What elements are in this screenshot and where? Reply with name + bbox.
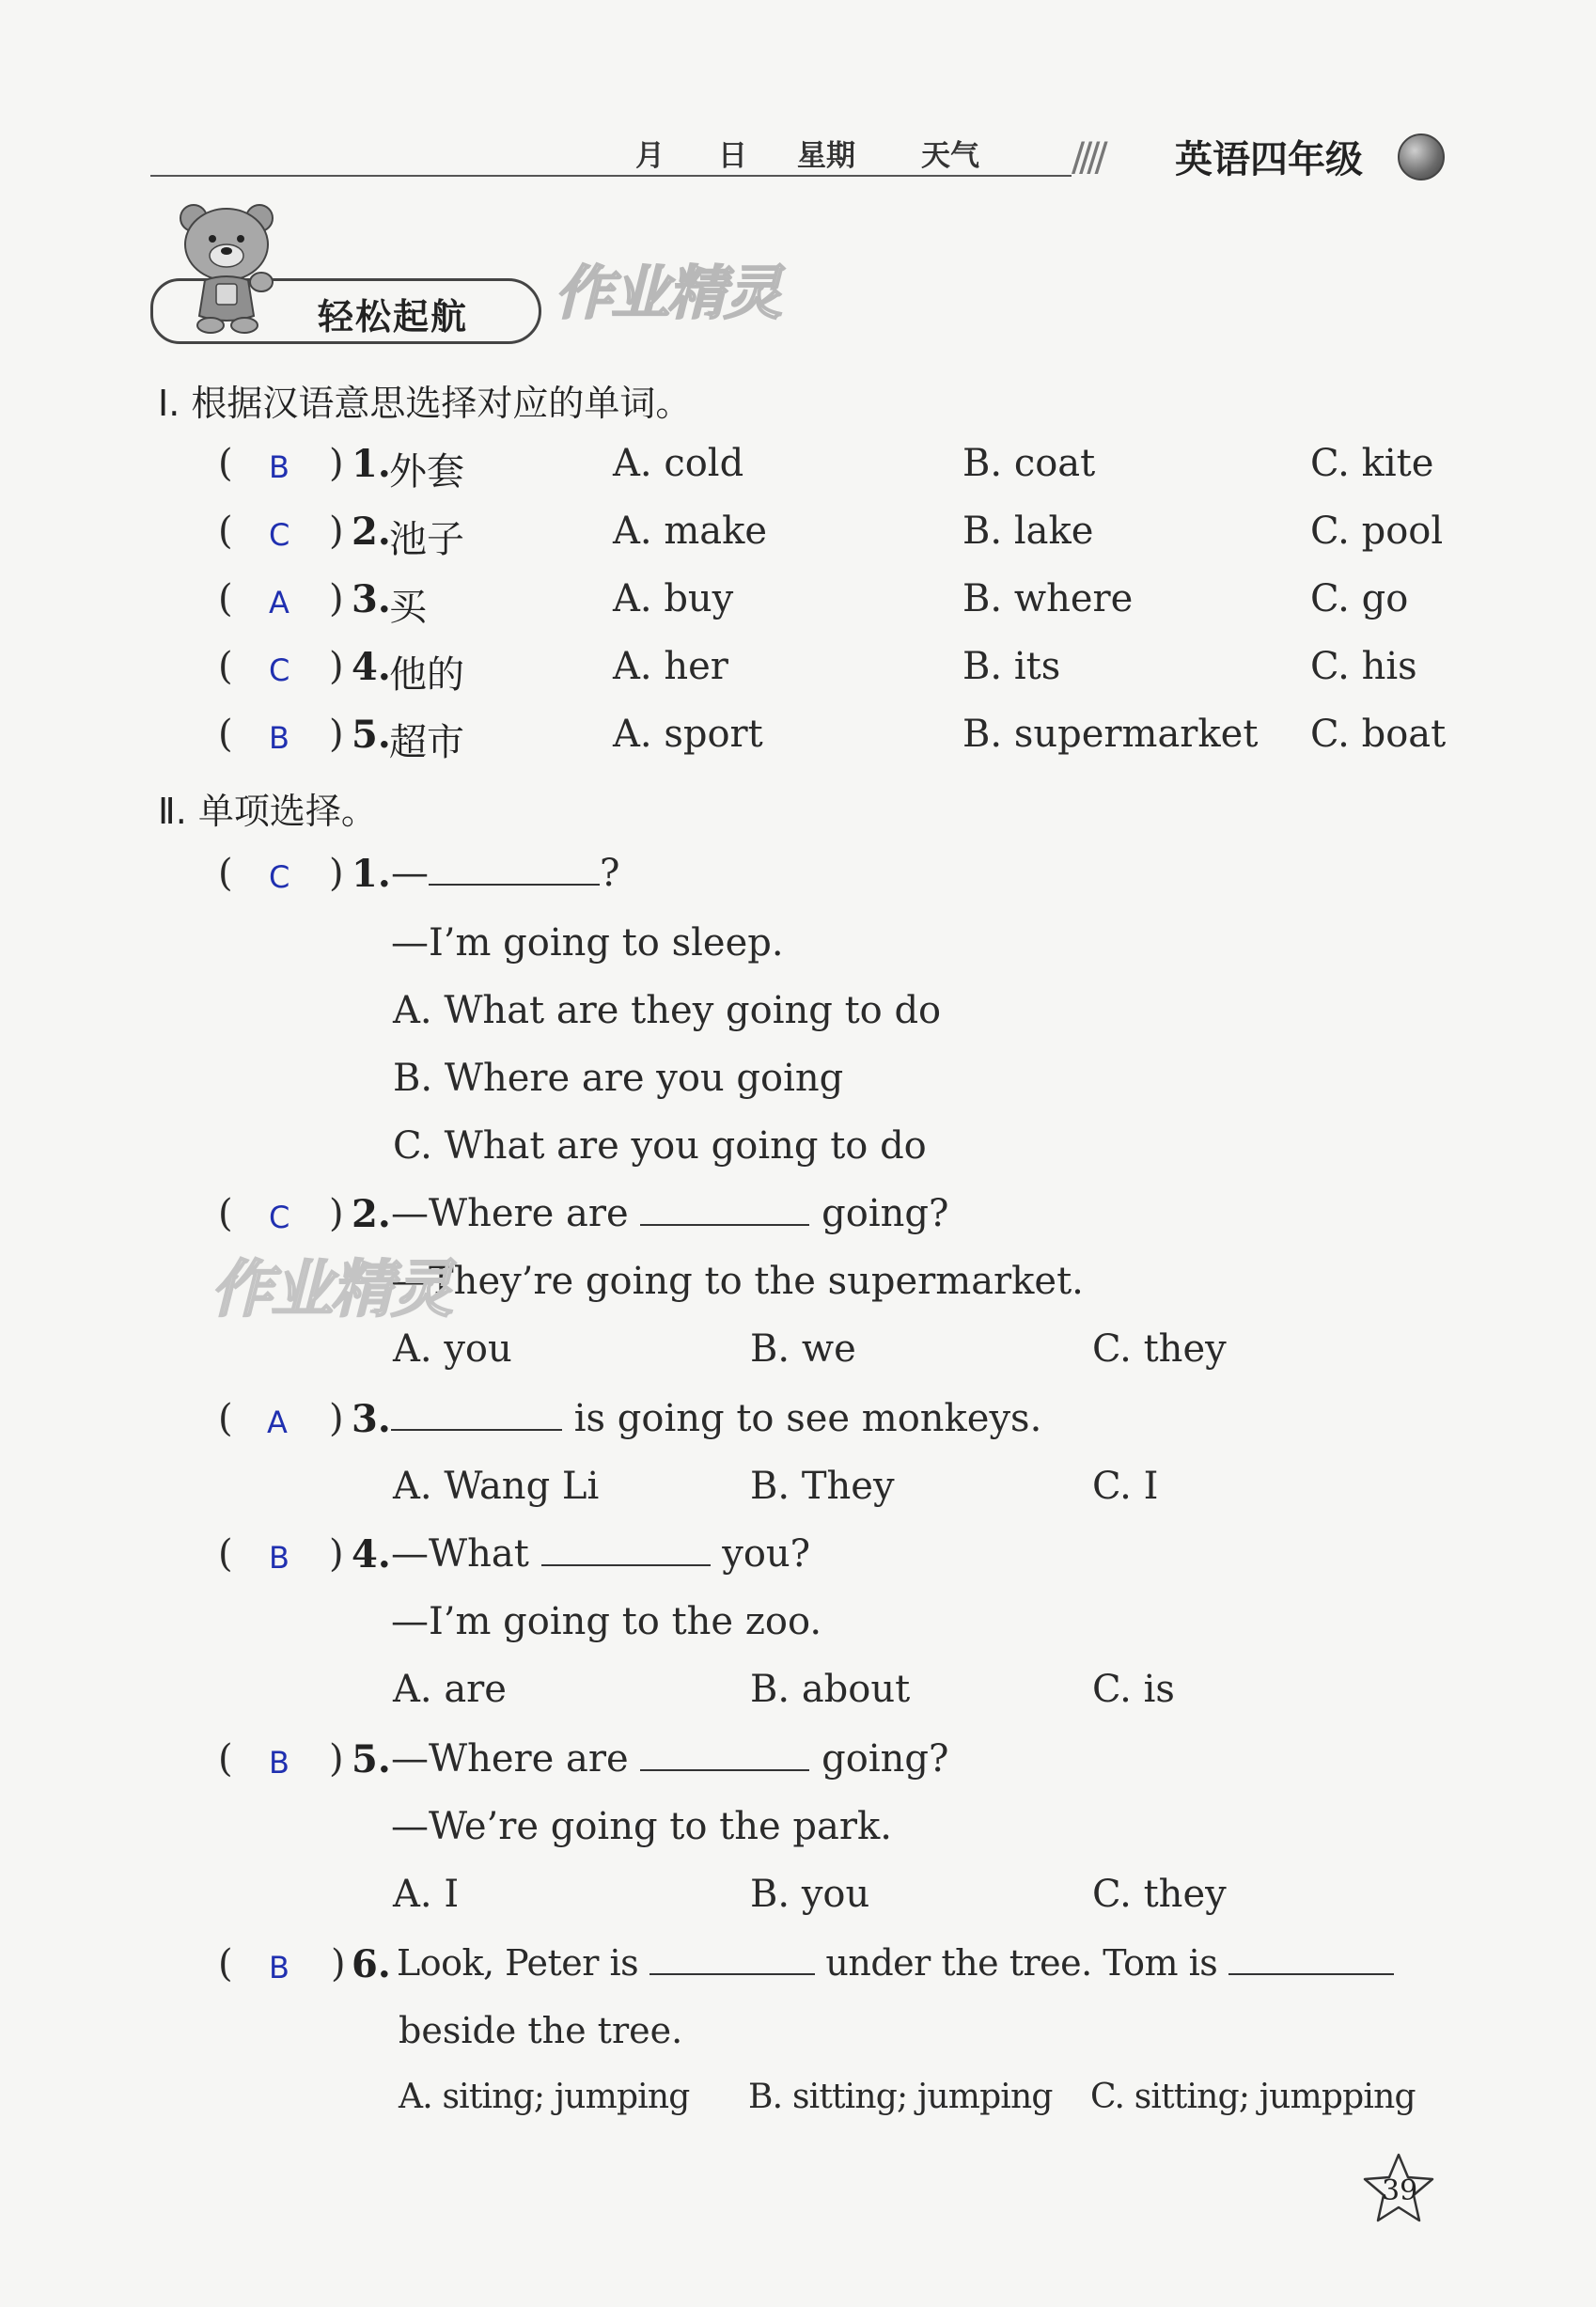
- item-chinese-word: 池子: [389, 518, 464, 561]
- item-option-b: B. lake: [962, 510, 1094, 553]
- q3-option-c: C. I: [1092, 1465, 1159, 1508]
- answer-paren-close: ): [329, 577, 344, 620]
- q6-option-b: B. sitting; jumping: [748, 2078, 1053, 2116]
- q2-prompt: [391, 1192, 948, 1235]
- header-weather: 天气: [921, 139, 979, 173]
- q4-blank: [541, 1563, 711, 1566]
- q1-option-c: C. What are you going to do: [393, 1124, 927, 1168]
- q6-line2: beside the tree.: [399, 2010, 683, 2051]
- q6-middle: under the tree. Tom is: [825, 1942, 1218, 1984]
- q2-blank: [640, 1223, 809, 1226]
- header-month: 月: [635, 139, 665, 173]
- q4-number: 4.: [352, 1532, 391, 1577]
- item-answer: B: [269, 720, 289, 756]
- q2-suffix: going?: [821, 1192, 949, 1235]
- q2-answer: C: [269, 1200, 290, 1235]
- answer-paren-open: (: [218, 1737, 233, 1781]
- answer-paren-close: ): [329, 852, 344, 895]
- q5-blank: [640, 1768, 809, 1771]
- q4-suffix: you?: [722, 1532, 811, 1576]
- q1-option-a: A. What are they going to do: [393, 989, 942, 1032]
- item-option-a: A. make: [613, 510, 768, 553]
- answer-paren-open: (: [218, 1942, 233, 1985]
- page-number: 39: [1382, 2174, 1418, 2207]
- q6-option-c: C. sitting; jumpping: [1090, 2078, 1416, 2116]
- q1-number: 1.: [352, 852, 391, 896]
- item-chinese-word: 买: [389, 586, 427, 629]
- item-chinese-word: 他的: [389, 653, 464, 697]
- answer-paren-open: (: [218, 713, 233, 756]
- item-answer: C: [269, 517, 290, 553]
- q6-answer: B: [269, 1950, 289, 1985]
- header-rule: [150, 175, 1072, 177]
- item-option-c: C. his: [1310, 645, 1417, 688]
- q2-option-b: B. we: [750, 1327, 856, 1371]
- q5-option-b: B. you: [750, 1873, 870, 1916]
- item-chinese-word: 外套: [389, 450, 464, 494]
- q5-option-c: C. they: [1092, 1873, 1227, 1916]
- answer-paren-open: (: [218, 442, 233, 485]
- q4-option-a: A. are: [393, 1668, 507, 1711]
- q3-answer: A: [267, 1405, 288, 1440]
- q4-option-b: B. about: [750, 1668, 911, 1711]
- bear-mascot-icon: [167, 197, 289, 338]
- item-option-b: B. where: [962, 577, 1134, 620]
- header-weekday: 星期: [797, 139, 855, 173]
- q3-suffix: is going to see monkeys.: [573, 1397, 1042, 1440]
- q2-prefix: —Where are: [391, 1192, 629, 1235]
- q3-option-a: A. Wang Li: [393, 1465, 600, 1508]
- header-dot-icon: [1398, 133, 1445, 180]
- q6-number: 6.: [352, 1942, 391, 1986]
- q1-reply: —I’m going to sleep.: [391, 921, 784, 965]
- answer-paren-close: ): [329, 713, 344, 756]
- item-option-b: B. coat: [962, 442, 1096, 485]
- answer-paren-open: (: [218, 645, 233, 688]
- q6-option-a: A. siting; jumping: [399, 2078, 690, 2116]
- q1-answer: C: [269, 859, 290, 895]
- item-number: 4.: [352, 645, 391, 689]
- q3-prompt: [391, 1397, 1041, 1440]
- item-number: 1.: [352, 442, 391, 486]
- q6-prefix: Look, Peter is: [397, 1942, 639, 1984]
- item-option-a: A. sport: [613, 713, 763, 756]
- header-day: 日: [718, 139, 747, 173]
- q6-prompt: [397, 1942, 1394, 1984]
- q1-prompt: [391, 852, 619, 895]
- q4-prefix: —What: [391, 1532, 529, 1576]
- answer-paren-close: ): [329, 510, 344, 553]
- item-option-b: B. supermarket: [962, 713, 1259, 756]
- q2-reply: —They’re going to the supermarket.: [391, 1260, 1084, 1303]
- q3-option-b: B. They: [750, 1465, 895, 1508]
- item-answer: C: [269, 652, 290, 688]
- answer-paren-close: ): [329, 442, 344, 485]
- banner-title: 轻松起航: [318, 296, 469, 337]
- item-number: 3.: [352, 577, 391, 621]
- q5-number: 5.: [352, 1737, 391, 1781]
- item-answer: B: [269, 449, 289, 485]
- q4-prompt: [391, 1532, 810, 1576]
- q5-prompt: [391, 1737, 948, 1781]
- q6-blank-1: [649, 1972, 815, 1975]
- item-option-c: C. go: [1310, 577, 1409, 620]
- answer-paren-close: ): [329, 1192, 344, 1235]
- answer-paren-open: (: [218, 852, 233, 895]
- answer-paren-close: ): [329, 1397, 344, 1440]
- q5-prefix: —Where are: [391, 1737, 629, 1781]
- q5-suffix: going?: [821, 1737, 949, 1781]
- q1-prefix: —: [391, 852, 429, 895]
- item-option-a: A. her: [613, 645, 728, 688]
- answer-paren-open: (: [218, 1192, 233, 1235]
- q5-option-a: A. I: [393, 1873, 460, 1916]
- answer-paren-open: (: [218, 1397, 233, 1440]
- section2-title: Ⅱ. 单项选择。: [158, 791, 377, 832]
- item-option-a: A. buy: [613, 577, 734, 620]
- item-option-c: C. kite: [1310, 442, 1434, 485]
- q4-reply: —I’m going to the zoo.: [391, 1600, 822, 1643]
- header-slashes: ////: [1072, 133, 1103, 180]
- item-chinese-word: 超市: [389, 721, 464, 764]
- watermark-middle: 作业精灵: [211, 1253, 451, 1326]
- watermark-top: 作业精灵: [555, 259, 781, 327]
- q4-option-c: C. is: [1092, 1668, 1175, 1711]
- answer-paren-open: (: [218, 577, 233, 620]
- item-option-c: C. pool: [1310, 510, 1444, 553]
- q3-number: 3.: [352, 1397, 391, 1441]
- q3-blank: [391, 1428, 562, 1431]
- item-option-a: A. cold: [613, 442, 744, 485]
- answer-paren-open: (: [218, 1532, 233, 1576]
- q2-option-c: C. they: [1092, 1327, 1227, 1371]
- q5-answer: B: [269, 1745, 289, 1781]
- item-option-b: B. its: [962, 645, 1061, 688]
- item-answer: A: [269, 585, 289, 620]
- q2-option-a: A. you: [393, 1327, 512, 1371]
- q4-answer: B: [269, 1540, 289, 1576]
- answer-paren-close: ): [329, 645, 344, 688]
- answer-paren-close: ): [329, 1532, 344, 1576]
- q1-blank: [429, 883, 600, 886]
- answer-paren-close: ): [331, 1942, 346, 1985]
- q5-reply: —We’re going to the park.: [391, 1805, 892, 1848]
- q1-suffix: ?: [600, 852, 620, 895]
- section1-title: Ⅰ. 根据汉语意思选择对应的单词。: [158, 383, 692, 424]
- item-number: 5.: [352, 713, 391, 757]
- answer-paren-open: (: [218, 510, 233, 553]
- answer-paren-close: ): [329, 1737, 344, 1781]
- item-option-c: C. boat: [1310, 713, 1447, 756]
- q6-blank-2: [1228, 1972, 1394, 1975]
- item-number: 2.: [352, 510, 391, 554]
- q1-option-b: B. Where are you going: [393, 1057, 844, 1100]
- header-grade: 英语四年级: [1175, 138, 1363, 181]
- q2-number: 2.: [352, 1192, 391, 1236]
